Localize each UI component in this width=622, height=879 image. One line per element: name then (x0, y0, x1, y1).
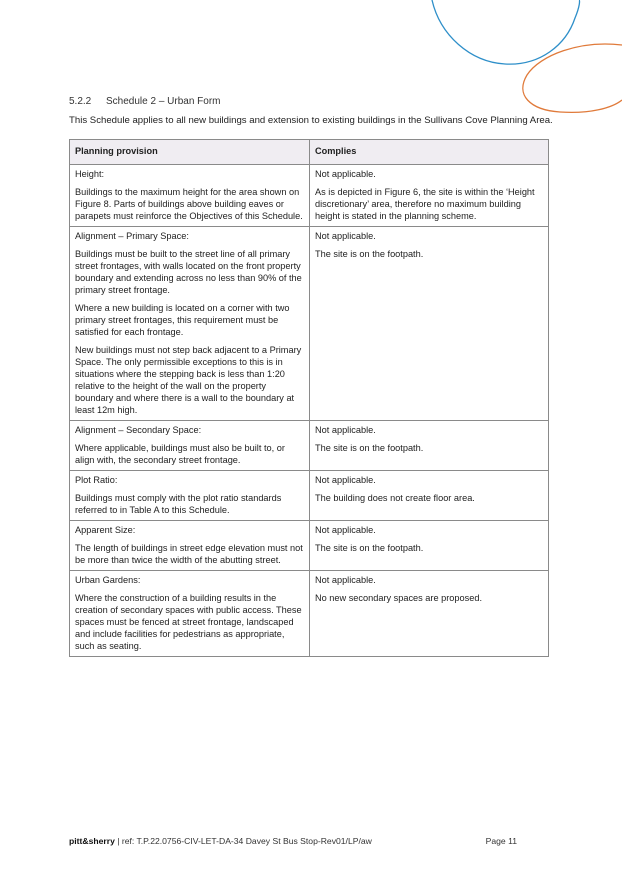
complies-status: Not applicable. (315, 575, 376, 585)
complies-status: Not applicable. (315, 169, 376, 179)
provision-cell (70, 165, 310, 227)
table-row (70, 227, 549, 421)
provision-title: Height: (75, 169, 105, 179)
complies-cell (310, 571, 549, 657)
complies-text: The building does not create floor area. (315, 493, 475, 503)
complies-text: The site is on the footpath. (315, 543, 424, 553)
page-footer (69, 836, 548, 846)
provision-title: Alignment – Secondary Space: (75, 425, 202, 435)
section-heading (69, 96, 221, 107)
complies-text: The site is on the footpath. (315, 249, 424, 259)
provision-text: The length of buildings in street edge elevation must not be more than twice the width of the abutting street. (75, 543, 303, 565)
complies-text: The site is on the footpath. (315, 443, 424, 453)
orange-arc (523, 44, 622, 112)
complies-text: No new secondary spaces are proposed. (315, 593, 483, 603)
provision-text: Where the construction of a building results in the creation of secondary spaces with public access. These spaces must be fenced at street frontage, landscaped and include facilities for pedestrians as appropriate, such as seating. (75, 593, 302, 651)
table-row (70, 165, 549, 227)
footer-reference: | ref: T.P.22.0756-CIV-LET-DA-34 Davey St Bus Stop-Rev01/LP/aw (114, 836, 372, 846)
section-title: Schedule 2 – Urban Form (106, 96, 221, 107)
intro-paragraph: This Schedule applies to all new buildings and extension to existing buildings in the Sullivans Cove Planning Area. (69, 115, 553, 126)
complies-cell (310, 165, 549, 227)
table-row (70, 521, 549, 571)
table-row (70, 471, 549, 521)
complies-status: Not applicable. (315, 525, 376, 535)
footer-brand: pitt&sherry (69, 836, 115, 846)
provision-cell (70, 421, 310, 471)
provision-text: Where a new building is located on a corner with two primary street frontages, this requirement must be satisfied for each frontage. (75, 303, 290, 337)
provision-cell (70, 571, 310, 657)
header-planning-provision: Planning provision (70, 140, 310, 165)
table-row (70, 571, 549, 657)
planning-schedule-table (69, 139, 549, 657)
provision-cell (70, 521, 310, 571)
complies-cell (310, 421, 549, 471)
complies-cell (310, 471, 549, 521)
complies-cell (310, 227, 549, 421)
provision-text: Buildings must comply with the plot ratio standards referred to in Table A to this Schedule. (75, 493, 282, 515)
complies-text: As is depicted in Figure 6, the site is within the ‘Height discretionary’ area, therefore no maximum building height is stated in the planning scheme. (315, 187, 535, 221)
provision-title: Urban Gardens: (75, 575, 141, 585)
provision-title: Alignment – Primary Space: (75, 231, 189, 241)
blue-arc (432, 0, 580, 64)
complies-status: Not applicable. (315, 425, 376, 435)
provision-text: New buildings must not step back adjacent to a Primary Space. The only permissible exceptions to this is in situations where the stepping back is less than 1:20 relative to the height of the wall on the property boundary and where there is a wall to the boundary at least 12m high. (75, 345, 302, 415)
complies-status: Not applicable. (315, 475, 376, 485)
section-number: 5.2.2 (69, 96, 92, 107)
provision-text: Buildings must be built to the street line of all primary street frontages, with walls located on the front property boundary and extending across no less than 90% of the primary street frontage. (75, 249, 302, 295)
provision-title: Plot Ratio: (75, 475, 118, 485)
complies-status: Not applicable. (315, 231, 376, 241)
provision-text: Where applicable, buildings must also be built to, or align with, the secondary street frontage. (75, 443, 285, 465)
complies-cell (310, 521, 549, 571)
table-header-row (70, 140, 549, 165)
page-number: Page 11 (485, 836, 517, 846)
provision-cell (70, 227, 310, 421)
table-row (70, 421, 549, 471)
provision-cell (70, 471, 310, 521)
provision-text: Buildings to the maximum height for the area shown on Figure 8. Parts of buildings above building eaves or parapets must reinforce the Objectives of this Schedule. (75, 187, 303, 221)
header-complies: Complies (310, 140, 549, 165)
provision-title: Apparent Size: (75, 525, 136, 535)
